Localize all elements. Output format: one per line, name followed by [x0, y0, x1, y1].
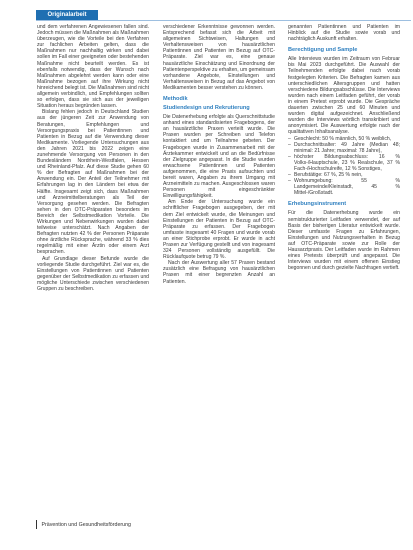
subsection-heading-sample: Berechtigung und Sample [288, 47, 358, 54]
paragraph: Am Ende der Untersuchung wurde ein schriftlicher Fragebogen ausgegeben, der mit dem Ziel entwickelt wurde, die Meinungen und Einstellungen der Patienten in Bezug auf OTC-Präparate zu erfassen. Der Fragebogen umfasste insgesamt 40 Fragen und wurde vorab an einer Stichprobe erprobt. Er wurde in acht Praxen zur Verfügung gestellt und von insgesamt 324 Personen vollständig ausgefüllt. Die Rücklaufquote betrug 79 %. [163, 199, 275, 261]
list-item: – Berufstätige: 67 %, 25 % nein, [294, 172, 400, 178]
section-heading-methods: Methodik [163, 96, 188, 103]
paragraph: Bislang fehlen jedoch in Deutschland Studien aus der jüngeren Zeit zur Anwendung von Beratungen, Empfehlungen und Versorgungspraxis bei Patientinnen und Patienten in Bezug auf die Verwendung dieser Medikamente. Vorliegende Untersuchungen aus den Jahren 2021 bis 2022 zeigen eine zunehmende Versorgung von Personen in den Bundesländern Nordrhein-Westfalen, Hessen und Rheinland-Pfalz. Auf diese Studie gehen 60 % der Befragten auf Maßnahmen bei der Anwendung ein. Der Anteil der Teilnehmer mit Erfahrungen lag in den Ländern bei etwa der Hälfte. Insgesamt zeigt sich, dass Maßnahmen und Arzneimittelberatungen als Teil der Versorgung gesehen werden. Die Befragten sehen in den OTC-Präparaten besonders im Bereich der Selbstmedikation Vorteile. Die Wirkungen und Nebenwirkungen wurden dabei teilweise unterschätzt. Nach Angaben der Befragten nutzten 42 % der Personen Präparate ohne ärztliche Rücksprache, während 33 % dies regelmäßig mit einer Ärztin oder einem Arzt besprachen. [37, 109, 149, 256]
subsection-heading-design: Studiendesign und Rekrutierung [163, 105, 250, 112]
journal-name: Prävention und Gesundheitsförderung [41, 521, 132, 528]
page-footer [36, 520, 131, 529]
footer-rule [36, 520, 37, 529]
list-item: – Durchschnittsalter: 49 Jahre (Median 48; minimal: 21 Jahre; maximal: 78 Jahre), [294, 142, 400, 154]
column-left [37, 24, 149, 292]
paragraph: Auf Grundlage dieser Befunde wurde die vorliegende Studie durchgeführt. Ziel war es, die Einstellungen von Patientinnen und Patienten gegenüber der Selbstmedikation zu erfassen und mögliche Unterschiede zwischen verschiedenen Gruppen zu beschreiben. [37, 255, 149, 293]
paragraph: Alle Interviews wurden im Zeitraum von Februar bis Mai 2023 durchgeführt. Die Auswahl der Teilnehmenden erfolgte dabei nach vorab festgelegten Kriterien. Die Befragten kamen aus unterschiedlichen Altersgruppen und hatten verschiedene Bildungsabschlüsse. Die Interviews wurden nach einem Leitfaden geführt, der vorab in einem Pretest erprobt wurde. Die Gespräche dauerten zwischen 25 und 60 Minuten und wurden digital aufgezeichnet. Anschließend wurden die Interviews wörtlich transkribiert und anonymisiert. Die Auswertung erfolgte nach der qualitativen Inhaltsanalyse. [288, 56, 400, 136]
paragraph: verschiedener Erkenntnisse gewonnen werden. Entsprechend befasst sich die Arbeit mit allgemeinen Sichtweisen, Haltungen und Verhaltensweisen von hausärztlichen Patientinnen und Patienten im Bezug auf OTC-Präparate. Ziel war es, eine genaue hausärztliche Einschätzung und Einordnung der Patientenperspektive zu erhalten, um gemeinsam vorhandene Angebote, Einstellungen und Verhaltensweisen in Bezug auf das Angebot von Medikamenten besser verstehen zu können. [163, 24, 275, 91]
paragraph: und dem verfahrenen Angewiesenen fallen sind. Jedoch müssen die Maßnahmen als Maßnahmen überzeugen, wie die Vorteile bei den Verfahren zur fachlichen Arbeiten gelten, dass die Maßnahmen nur nachhaltig wirken und dabei sollen im Fall einer geeigneten oder bestehenden Maßnahme nicht beurteilt werden. Es ist ebenfalls notwendig, dass der Wunsch nach Maßnahmen abgelehnt werden kann oder eine Maßnahme bezogen auf ihre Wirkung nicht hinreichend belegt ist. Die Maßnahmen sind nicht allgemein verbindlich, und Empfehlungen sollten so erfolgen, dass sie sich aus der jeweiligen Situation heraus begründen lassen. [37, 24, 149, 110]
column-middle [163, 24, 275, 285]
paragraph: Die Datenerhebung erfolgte als Querschnittstudie anhand eines standardisierten Fragebogens, der an hausärztliche Praxen verteilt wurde. Die Praxen wurden per Schreiben und Telefon kontaktiert und um Teilnahme gebeten. Der Fragebogen wurde in Zusammenarbeit mit der Ärztekammer entwickelt und an die Bedürfnisse der Zielgruppe angepasst. In die Studie wurden erwachsene Patientinnen und Patienten aufgenommen, die eine Praxis aufsuchten und bereit waren, Angaben zu ihrem Umgang mit Arzneimitteln zu machen. Ausgeschlossen waren Personen mit eingeschränkter Einwilligungsfähigkeit. [163, 114, 275, 200]
article-type-tag: Originalarbeit [36, 10, 98, 20]
list-item: – höchster Bildungsabschluss: 16 % Volks-/Hauptschule, 23 % Realschule, 37 % Fach-/Hochschulreife, 12 % Sonstiges, [294, 154, 400, 172]
paragraph: genannten Patientinnen und Patienten im Hinblick auf die Studie sowie vorab und nachträglich Auskunft erhalten. [288, 24, 400, 43]
list-item: – Geschlecht: 50 % männlich, 50 % weiblich, [294, 136, 400, 142]
column-right [288, 24, 400, 271]
paragraph: Für die Datenerhebung wurde ein semistrukturierter Leitfaden verwendet, der auf Basis der bisherigen Literatur entwickelt wurde. Dieser umfasste Fragen zu Erfahrungen, Einstellungen und Nutzungsverhalten in Bezug auf OTC-Präparate sowie zur Rolle der Hausarztpraxis. Der Leitfaden wurde im Rahmen eines Pretests überprüft und angepasst. Die Interviews wurden mit einem offenen Einstieg begonnen und durch gezielte Nachfragen vertieft. [288, 210, 400, 272]
subsection-heading-procedure: Erhebungsinstrument [288, 201, 347, 208]
list-item: – Wohnumgebung: 55 % Landgemeinde/Kleinstadt, 45 % Mittel-/Großstadt. [294, 178, 400, 196]
header-rule [36, 20, 411, 21]
paragraph: Nach der Auswertung aller 57 Praxen bestand zusätzlich eine Befragung von hausärztlichen Praxen mit einer begrenzten Anzahl an Patienten. [163, 260, 275, 285]
sample-list [288, 136, 400, 197]
